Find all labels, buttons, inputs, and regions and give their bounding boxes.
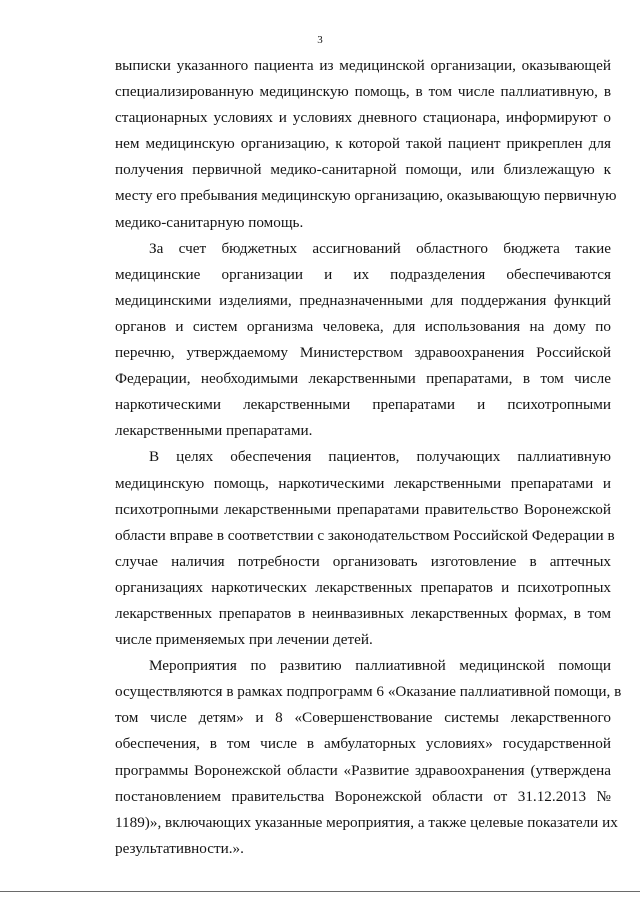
text-line: постановлением правительства Воронежской области от 31.12.2013 № xyxy=(115,787,611,805)
text-line: результативности.». xyxy=(115,839,244,857)
text-line: осуществляются в рамках подпрограмм 6 «Оказание паллиативной помощи, в xyxy=(115,683,622,701)
text-line: получения первичной медико-санитарной помощи, или близлежащую к xyxy=(115,161,611,179)
text-line: случае наличия потребности организовать изготовление в аптечных xyxy=(115,552,611,570)
text-line: Федерации, необходимыми лекарственными препаратами, в том числе xyxy=(115,370,611,388)
text-line: медицинские организации и их подразделения обеспечиваются xyxy=(115,265,611,283)
paragraph-discharge-info xyxy=(115,53,617,236)
text-line: стационарных условиях и условиях дневного стационара, информируют о xyxy=(115,109,611,127)
text-line: организациях наркотических лекарственных препаратов и психотропных xyxy=(115,578,611,596)
text-line: том числе детям» и 8 «Совершенствование системы лекарственного xyxy=(115,709,611,727)
text-line: психотропными лекарственными препаратами правительство Воронежской xyxy=(115,500,611,518)
text-line: специализированную медицинскую помощь, в том числе паллиативную, в xyxy=(115,83,611,101)
text-line: Мероприятия по развитию паллиативной медицинской помощи xyxy=(149,657,611,675)
text-line: органов и систем организма человека, для использования на дому по xyxy=(115,317,611,335)
text-line: наркотическими лекарственными препаратами и психотропными xyxy=(115,396,611,414)
text-line: медицинскими изделиями, предназначенными для поддержания функций xyxy=(115,291,611,309)
text-line: медико-санитарную помощь. xyxy=(115,213,304,231)
page-number: 3 xyxy=(317,34,323,46)
text-line: перечню, утверждаемому Министерством здравоохранения Российской xyxy=(115,344,611,362)
text-line: выписки указанного пациента из медицинской организации, оказывающей xyxy=(115,57,611,74)
text-line: 1189)», включающих указанные мероприятия, а также целевые показатели их xyxy=(115,813,618,831)
text-line: В целях обеспечения пациентов, получающих паллиативную xyxy=(149,448,611,466)
document-body xyxy=(115,53,622,862)
text-line: области вправе в соответствии с законодательством Российской Федерации в xyxy=(115,526,615,544)
text-line: лекарственными препаратами. xyxy=(115,422,313,440)
paragraph-budget-funding xyxy=(115,236,611,445)
paragraph-subprogram-measures xyxy=(115,653,622,862)
text-line: программы Воронежской области «Развитие здравоохранения (утверждена xyxy=(115,761,611,779)
paragraph-narcotic-drugs xyxy=(115,444,615,653)
text-line: За счет бюджетных ассигнований областного бюджета такие xyxy=(149,239,611,257)
page-bottom-rule xyxy=(0,891,640,892)
text-line: обеспечения, в том числе в амбулаторных условиях» государственной xyxy=(115,735,611,753)
text-line: месту его пребывания медицинскую организацию, оказывающую первичную xyxy=(115,187,617,205)
text-line: лекарственных препаратов в неинвазивных лекарственных формах, в том xyxy=(115,604,611,622)
text-line: медицинскую помощь, наркотическими лекарственными препаратами и xyxy=(115,474,611,492)
text-line: числе применяемых при лечении детей. xyxy=(115,631,373,649)
text-line: нем медицинскую организацию, к которой такой пациент прикреплен для xyxy=(115,135,611,153)
